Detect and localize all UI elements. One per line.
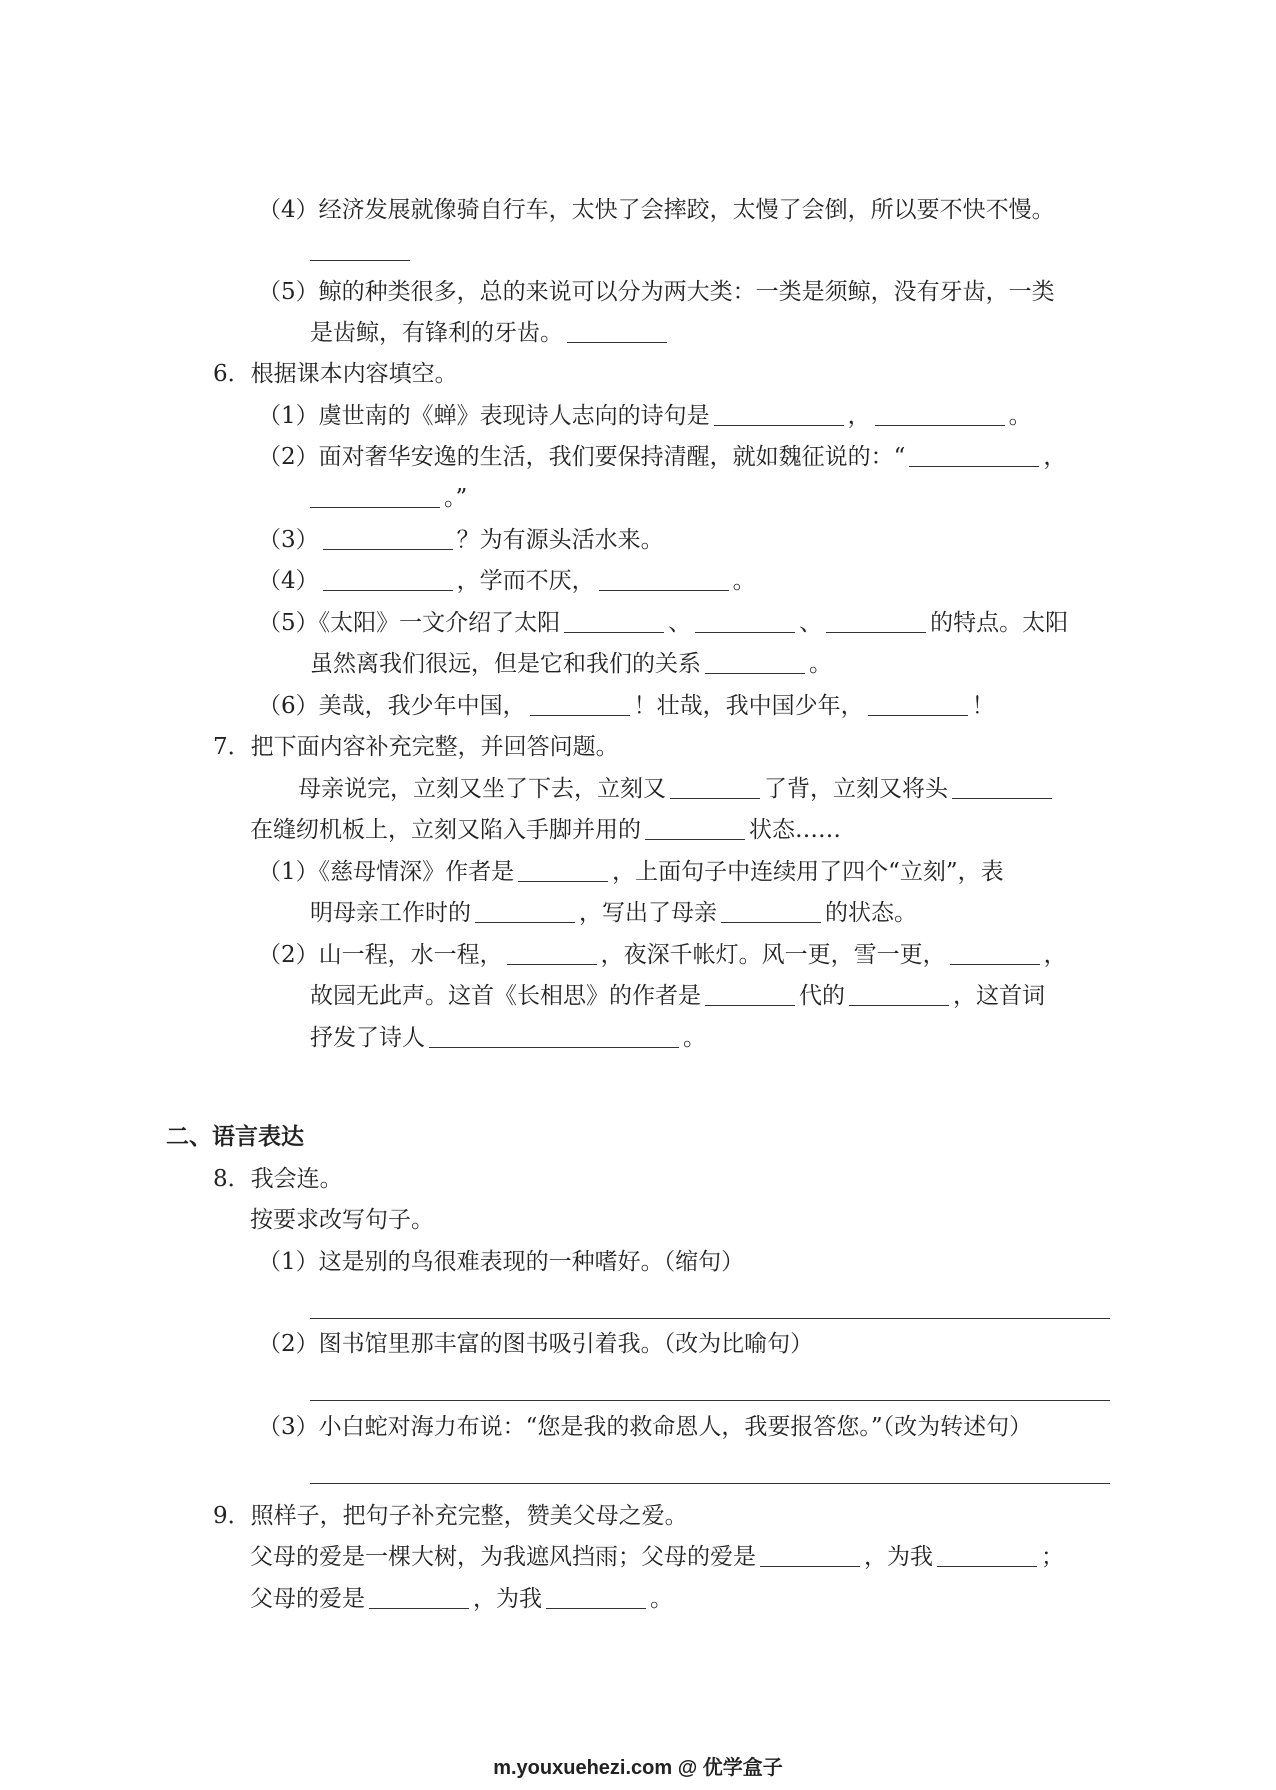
q5-item5-line2: 是齿鲸，有锋利的牙齿。 [310,317,671,349]
q8-title: 8．我会连。 [213,1166,343,1192]
answer-blank[interactable] [760,1544,860,1567]
q7-passage-line1: 母亲说完，立刻又坐了下去，立刻又 了背，立刻又将头 [298,773,1056,805]
answer-blank[interactable] [429,1025,679,1048]
q5-item4-answer [310,235,414,267]
answer-blank[interactable] [937,1544,1037,1567]
answer-blank[interactable] [875,403,1005,426]
q9-line2: 父母的爱是 ，为我 。 [250,1586,673,1612]
answer-blank[interactable] [323,568,453,591]
answer-line[interactable] [310,1483,1110,1484]
q6-item6: （6）美哉，我少年中国， ！壮哉，我中国少年， ！ [258,693,995,719]
q7-sub2-line3: 抒发了诗人 。 [310,1025,706,1051]
answer-blank[interactable] [310,238,410,261]
q7-sub1-line1: （1）《慈母情深》作者是 ，上面句子中连续用了四个“立刻”，表 [258,859,1004,885]
answer-blank[interactable] [714,403,844,426]
q6-title: 6．根据课本内容填空。 [213,361,458,387]
q7-sub2-line1: （2）山一程，水一程， ，夜深千帐灯。风一更，雪一更， ， [258,942,1067,968]
q9-line1: 父母的爱是一棵大树，为我遮风挡雨；父母的爱是 ，为我 ； [250,1544,1064,1570]
answer-blank[interactable] [530,693,630,716]
answer-blank[interactable] [721,900,821,923]
q7-title: 7．把下面内容补充完整，并回答问题。 [213,734,619,760]
answer-blank[interactable] [567,320,667,343]
answer-blank[interactable] [310,485,440,508]
answer-blank[interactable] [695,610,795,633]
answer-blank[interactable] [323,527,453,550]
answer-line[interactable] [310,1400,1110,1401]
answer-blank[interactable] [909,444,1039,467]
answer-line[interactable] [310,1318,1110,1319]
q7-sub1-line2: 明母亲工作时的 ，写出了母亲 的状态。 [310,900,917,926]
q6-item2-line2: 。” [310,482,467,514]
q6-item4: （4） ，学而不厌， 。 [258,568,756,594]
answer-blank[interactable] [868,693,968,716]
q6-item5-line1: （5）《太阳》一文介绍了太阳 、 、 的特点。太阳 [258,610,1069,636]
answer-blank[interactable] [645,817,745,840]
answer-blank[interactable] [507,942,597,965]
answer-blank[interactable] [518,859,608,882]
answer-blank[interactable] [950,942,1040,965]
answer-blank[interactable] [670,776,760,799]
answer-blank[interactable] [705,651,805,674]
answer-blank[interactable] [599,568,729,591]
q5-item4: （4）经济发展就像骑自行车，太快了会摔跤，太慢了会倒，所以要不快不慢。 [258,197,1055,223]
q6-item1: （1）虞世南的《蝉》表现诗人志向的诗句是 ， 。 [258,403,1032,429]
q8-item2: （2）图书馆里那丰富的图书吸引着我。（改为比喻句） [258,1331,814,1357]
q8-item3: （3）小白蛇对海力布说：“您是我的救命恩人，我要报答您。”（改为转述句） [258,1414,1033,1440]
answer-blank[interactable] [564,610,664,633]
q6-item3: （3） ？为有源头活水来。 [258,527,664,553]
q6-item5-line2: 虽然离我们很远，但是它和我们的关系 。 [310,651,832,677]
q5-item5-line1: （5）鲸的种类很多，总的来说可以分为两大类：一类是须鲸，没有牙齿，一类 [258,279,1055,305]
answer-blank[interactable] [826,610,926,633]
footer-watermark: m.youxuehezi.com @ 优学盒子 [493,1757,783,1779]
answer-blank[interactable] [849,983,949,1006]
q9-title: 9．照样子，把句子补充完整，赞美父母之爱。 [213,1503,688,1529]
q7-sub2-line2: 故园无此声。这首《长相思》的作者是 代的 ，这首词 [310,983,1045,1009]
q6-item2-line1: （2）面对奢华安逸的生活，我们要保持清醒，就如魏征说的：“ ， [258,444,1067,470]
answer-blank[interactable] [369,1586,469,1609]
q7-passage-line2: 在缝纫机板上，立刻又陷入手脚并用的 状态…… [250,817,841,843]
q8-item1: （1）这是别的鸟很难表现的一种嗜好。（缩句） [258,1249,745,1275]
answer-blank[interactable] [705,983,795,1006]
answer-blank[interactable] [546,1586,646,1609]
answer-blank[interactable] [475,900,575,923]
q8-subtitle: 按要求改写句子。 [250,1207,434,1233]
answer-blank[interactable] [952,776,1052,799]
section-title: 二、语言表达 [166,1124,304,1150]
